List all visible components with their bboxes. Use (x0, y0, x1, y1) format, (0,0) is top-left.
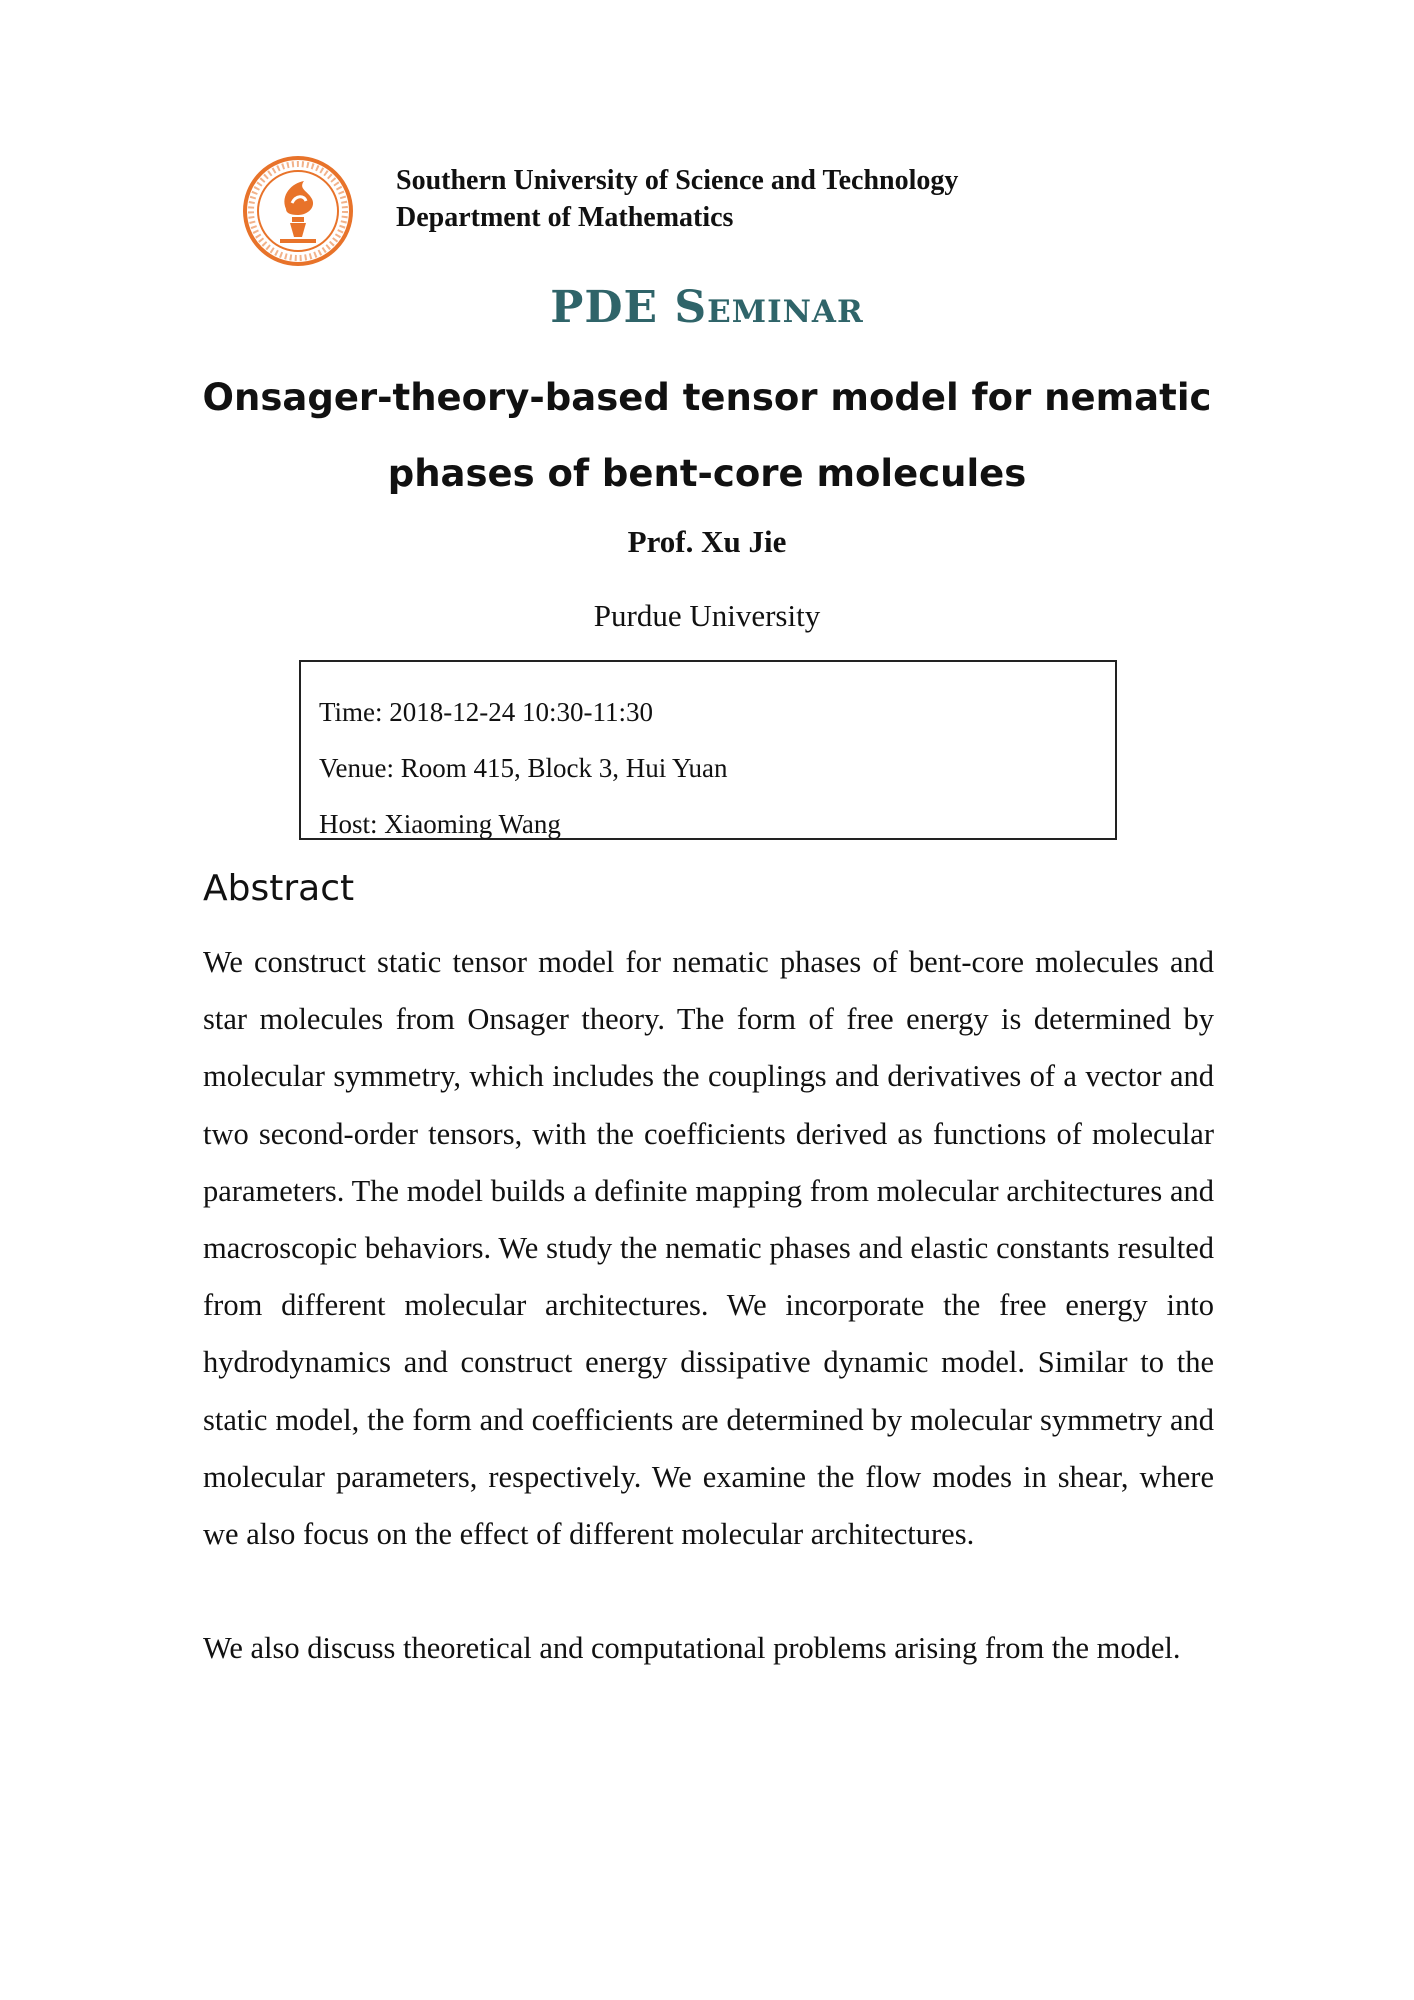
event-time: Time: 2018-12-24 10:30-11:30 (319, 697, 654, 727)
talk-title: Onsager-theory-based tensor model for nematic phases of bent-core molecules (202, 376, 1212, 495)
sustech-seal-logo-icon (242, 155, 354, 267)
event-venue: Venue: Room 415, Block 3, Hui Yuan (319, 753, 728, 783)
university-logo (242, 155, 354, 267)
event-host: Host: Xiaoming Wang (319, 809, 561, 839)
abstract-body (203, 934, 1214, 1678)
abstract-heading: Abstract (203, 868, 355, 909)
speaker-name: Prof. Xu Jie (627, 524, 787, 559)
department-name: Department of Mathematics (396, 202, 734, 233)
university-name: Southern University of Science and Technology (396, 165, 959, 196)
abstract-paragraph: We also discuss theoretical and computational problems arising from the model. (203, 1631, 1181, 1666)
event-details-box (299, 660, 1117, 840)
speaker-affiliation: Purdue University (593, 598, 821, 633)
seminar-series: PDE Seminar (550, 282, 864, 333)
abstract-paragraph: We construct static tensor model for nematic phases of bent-core molecules and star molecules from Onsager theory. The form of free energy is determined by molecular symmetry, which includes the couplings and derivatives of a vector and two second-order tensors, with the coefficients derived as functions of molecular parameters. The model builds a definite mapping from molecular architectures and macroscopic behaviors. We study the nematic phases and elastic constants resulted from different molecular architectures. We incorporate the free energy into hydrodynamics and construct energy dissipative dynamic model. Similar to the static model, the form and coefficients are determined by molecular symmetry and molecular parameters, respectively. We examine the flow modes in shear, where we also focus on the effect of different molecular architectures. (203, 945, 1214, 1552)
institution-header (396, 162, 958, 236)
